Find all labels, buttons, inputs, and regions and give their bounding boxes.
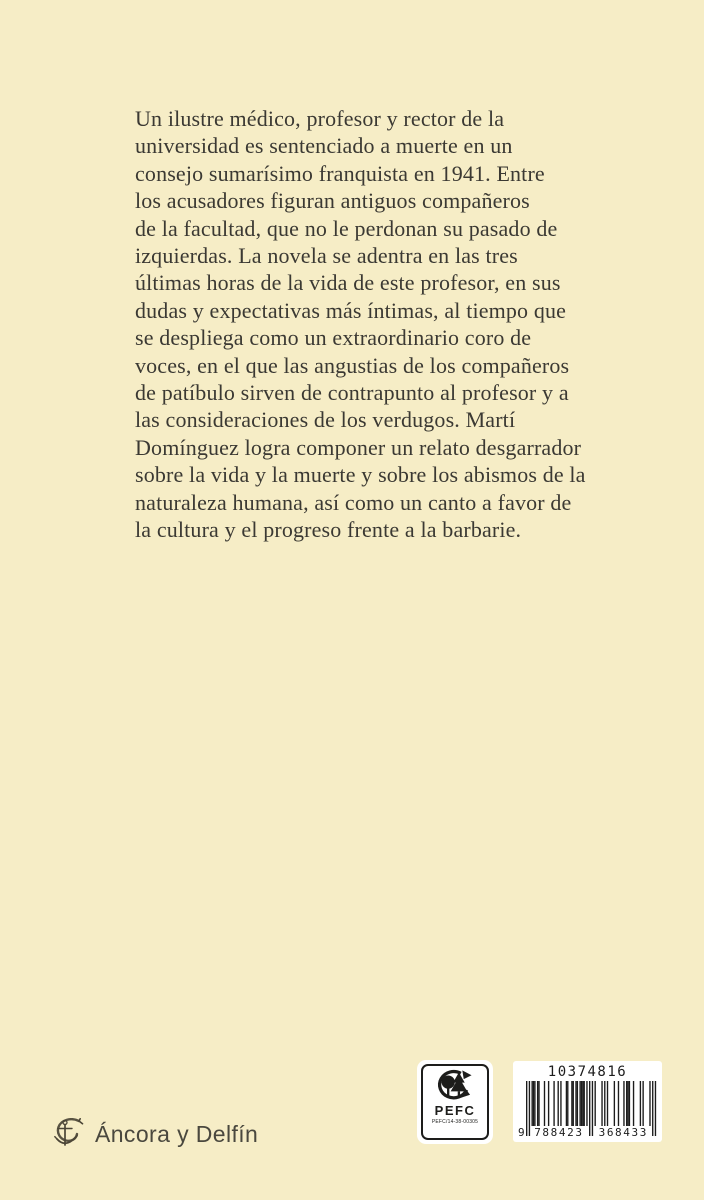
synopsis-line: sobre la vida y la muerte y sobre los abismos de la [135,462,586,488]
synopsis-line: voces, en el que las angustias de los compañeros [135,352,570,378]
pefc-trees-icon [431,1068,479,1103]
pefc-cert-number: PEFC/14-38-00305 [431,1118,479,1125]
publisher-logo [50,1114,258,1154]
synopsis-line: izquierdas. La novela se adentra en las tres [135,243,518,269]
pefc-logo [417,1060,493,1144]
svg-text:788423: 788423 [534,1126,584,1139]
synopsis-line: naturaleza humana, así como un canto a favor de [135,489,572,515]
svg-text:9: 9 [518,1126,527,1139]
barcode-label [513,1061,662,1142]
synopsis-line: consejo sumarísimo franquista en 1941. Entre [135,160,545,186]
anchor-dolphin-icon [50,1118,84,1150]
synopsis-line: dudas y expectativas más íntimas, al tiempo que [135,297,567,323]
synopsis-line: últimas horas de la vida de este profesor, en sus [135,270,561,296]
synopsis-line: Un ilustre médico, profesor y rector de la [135,106,505,131]
barcode-top-number: 10374816 [547,1064,628,1080]
pefc-label: PEFC [434,1103,476,1118]
publisher-name: Áncora y Delfín [95,1120,259,1147]
svg-text:368433: 368433 [598,1126,648,1139]
pefc-frame [421,1064,489,1140]
synopsis-text [135,105,635,544]
synopsis-line: las consideraciones de los verdugos. Martí [135,407,516,433]
synopsis-line: de la facultad, que no le perdonan su pasado de [135,215,558,241]
barcode [518,1081,658,1141]
synopsis-line: universidad es sentenciado a muerte en un [135,133,513,159]
synopsis-line: se despliega como un extraordinario coro de [135,325,532,351]
synopsis-line: la cultura y el progreso frente a la barbarie. [135,517,522,543]
synopsis-line: de patíbulo sirven de contrapunto al profesor y a [135,380,569,406]
synopsis-line: los acusadores figuran antiguos compañeros [135,188,530,214]
synopsis-line: Domínguez logra componer un relato desgarrador [135,434,582,460]
